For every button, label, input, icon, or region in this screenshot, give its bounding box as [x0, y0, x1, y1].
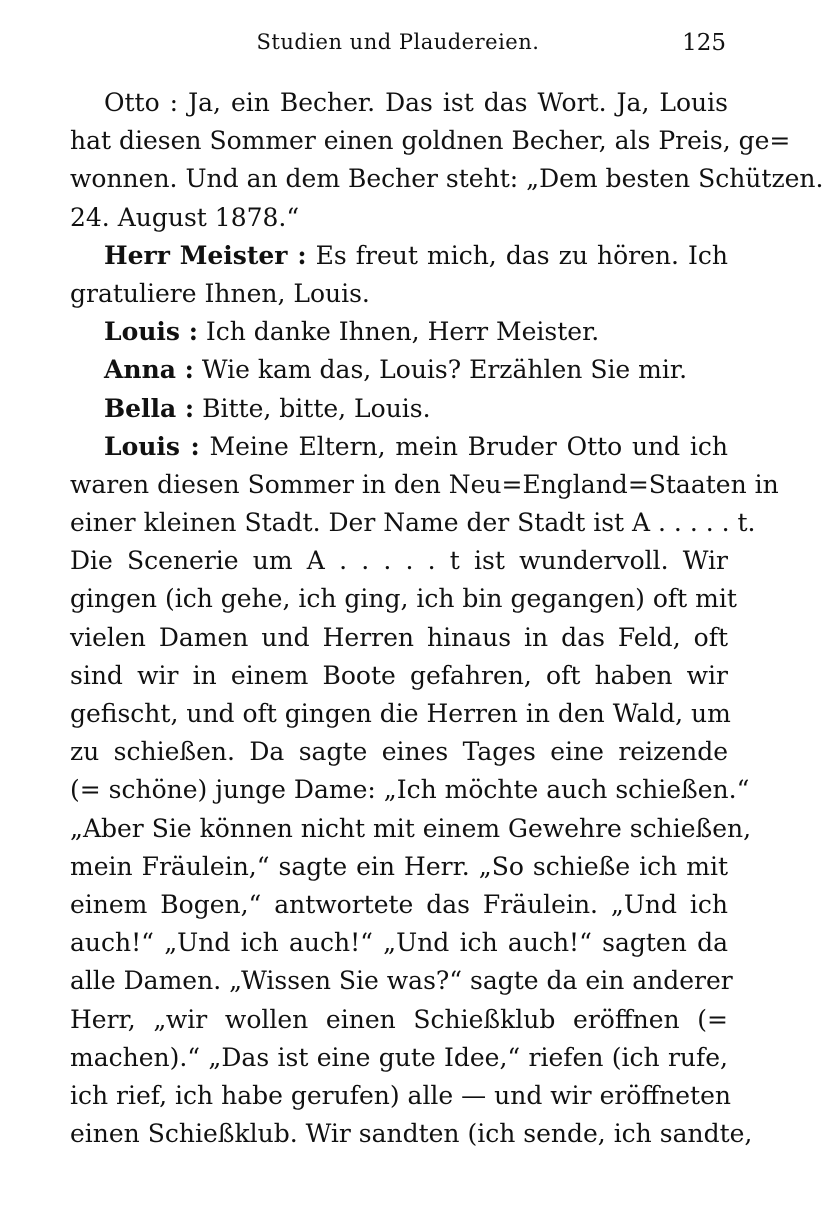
text-line: [70, 1077, 731, 1115]
line-text: Otto : Ja, ein Becher. Das ist das Wort. Ja, Louis: [104, 88, 728, 117]
text-line: [70, 771, 750, 809]
line-text: auch!“ „Und ich auch!“ „Und ich auch!“ sagten da: [70, 928, 728, 958]
line-text: (= schöne) junge Dame: „Ich möchte auch schießen.“: [70, 775, 750, 805]
text-line: [70, 542, 728, 580]
line-text: hat diesen Sommer einen goldnen Becher, als Preis, ge=: [70, 126, 791, 156]
line-text: vielen Damen und Herren hinaus in das Feld, oft: [70, 622, 728, 652]
text-line: [70, 160, 823, 198]
speaker-name: Herr Meister :: [104, 240, 307, 270]
line-text: Meine Eltern, mein Bruder Otto und ich: [199, 431, 728, 461]
line-text: gratuliere Ihnen, Louis.: [70, 278, 370, 308]
running-head: [70, 30, 726, 62]
line-text: waren diesen Sommer in den Neu=England=Staaten in: [70, 469, 779, 499]
line-text: Ich danke Ihnen, Herr Meister.: [197, 317, 600, 347]
speaker-name: Louis :: [104, 317, 198, 347]
text-line: [70, 504, 756, 542]
text-line: [70, 466, 779, 504]
text-line: [70, 199, 728, 237]
text-line: [70, 390, 728, 428]
text-line: [70, 275, 728, 313]
text-line: [70, 237, 728, 275]
line-text: 24. August 1878.“: [70, 202, 300, 232]
running-title: Studien und Plaudereien.: [256, 30, 540, 54]
text-line: [70, 122, 791, 160]
text-line: [70, 313, 728, 351]
text-line: [70, 428, 728, 466]
line-text: alle Damen. „Wissen Sie was?“ sagte da ein anderer: [70, 966, 733, 996]
speaker-name: Bella :: [104, 393, 195, 423]
line-text: gefischt, und oft gingen die Herren in den Wald, um: [70, 699, 731, 728]
text-line: [70, 810, 752, 848]
line-text: „Aber Sie können nicht mit einem Gewehre schießen,: [70, 813, 752, 843]
line-text: gingen (ich gehe, ich ging, ich bin gegangen) oft mit: [70, 584, 737, 614]
speaker-name: Anna :: [104, 355, 194, 385]
text-line: [70, 848, 728, 886]
text-line: [70, 84, 728, 122]
speaker-name: Louis :: [104, 431, 200, 461]
text-line: [70, 1001, 728, 1039]
line-text: machen).“ „Das ist eine gute Idee,“ riefen (ich rufe,: [70, 1042, 728, 1072]
line-text: zu schießen. Da sagte eines Tages eine reizende: [70, 737, 728, 767]
line-text: wonnen. Und an dem Becher steht: „Dem besten Schützen.: [70, 164, 823, 194]
text-line: [70, 962, 733, 1000]
body-text: [70, 84, 823, 1153]
line-text: sind wir in einem Boote gefahren, oft haben wir: [70, 660, 728, 690]
line-text: einer kleinen Stadt. Der Name der Stadt ist A . . . . . t.: [70, 508, 756, 538]
text-line: [70, 924, 728, 962]
text-line: [70, 580, 737, 618]
text-line: [70, 733, 728, 771]
line-text: mein Fräulein,“ sagte ein Herr. „So schieße ich mit: [70, 851, 728, 881]
line-text: Herr, „wir wollen einen Schießklub eröffnen (=: [70, 1004, 728, 1034]
text-line: [70, 1115, 753, 1153]
text-line: [70, 657, 728, 695]
text-line: [70, 1039, 728, 1077]
text-line: [70, 695, 731, 733]
line-text: einem Bogen,“ antwortete das Fräulein. „Und ich: [70, 889, 728, 919]
line-text: Es freut mich, das zu hören. Ich: [306, 240, 728, 270]
text-line: [70, 351, 728, 389]
text-line: [70, 619, 728, 657]
line-text: einen Schießklub. Wir sandten (ich sende, ich sandte,: [70, 1119, 753, 1149]
page-number: 125: [682, 30, 726, 56]
line-text: Die Scenerie um A . . . . . t ist wundervoll. Wir: [70, 546, 728, 576]
line-text: Wie kam das, Louis? Erzählen Sie mir.: [193, 355, 688, 385]
text-line: [70, 886, 728, 924]
line-text: Bitte, bitte, Louis.: [194, 393, 431, 423]
line-text: ich rief, ich habe gerufen) alle — und wir eröffneten: [70, 1080, 731, 1110]
